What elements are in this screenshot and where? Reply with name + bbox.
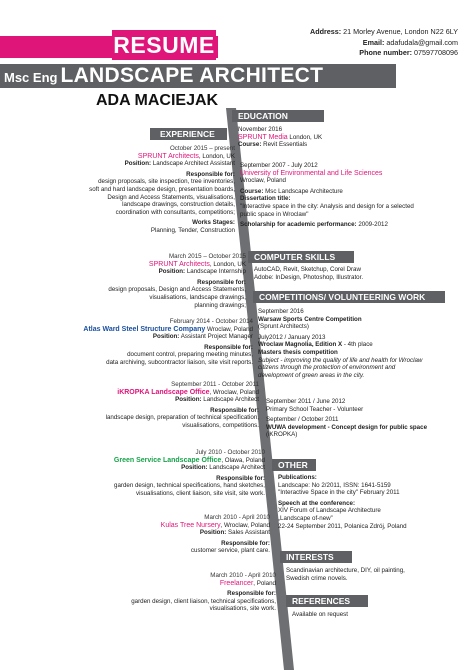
comp-subject: development of green areas in the city.	[258, 371, 365, 379]
section-experience-header: EXPERIENCE	[150, 128, 227, 140]
publications-label: Publications:	[278, 474, 317, 481]
experience-entry	[60, 449, 265, 498]
resp-line: landscape design, preparation of technical specification,	[105, 414, 259, 422]
experience-entry	[60, 381, 259, 430]
exp-date: September 2011 - October 2011	[171, 381, 259, 388]
section-other-header: OTHER	[272, 459, 316, 471]
comp-date: September 2016	[258, 308, 304, 315]
dissertation-title: "Interactive space in the city: Analysis and design for a selected	[240, 202, 414, 210]
address-label: Address:	[310, 27, 342, 36]
exp-company: Kulas Tree Nursery	[160, 521, 221, 529]
phone-label: Phone number:	[359, 48, 413, 57]
exp-place: , Olawa, Poland	[221, 456, 265, 464]
resp-line: visualisations, client liaison, site visit, site work.	[136, 489, 265, 497]
exp-company: SPRUNT Architects	[137, 152, 199, 160]
exp-place: , London, UK	[198, 152, 235, 160]
phone[interactable]: 07597708096	[414, 48, 458, 57]
interests-line: Swedish crime novels.	[286, 574, 348, 582]
comp-sub: (Sprunt Architects)	[258, 323, 309, 331]
position: Landscape Internship	[186, 268, 246, 276]
comp-thesis: Masters thesis competition	[258, 348, 338, 356]
dissertation-label: Dissertation title:	[240, 195, 291, 203]
section-education-header: EDUCATION	[232, 110, 324, 122]
other-block	[278, 474, 468, 530]
dissertation-title-cont: public space in Wroclaw"	[240, 210, 309, 218]
edu-school: SPRUNT Media	[238, 133, 288, 141]
edu-place: London, UK	[287, 133, 323, 141]
experience-entry	[60, 253, 246, 309]
comp-title: WUWA development - Concept design for public space	[266, 423, 428, 431]
stages-label: Works Stages:	[192, 219, 235, 227]
publication-line: Landscape: No 2/2011, ISSN: 1641-5159	[278, 481, 391, 489]
resp-line: data archiving, subcontractor liaison, site visit reports.	[106, 358, 253, 366]
stages: Planning, Tender, Construction	[150, 226, 235, 234]
edu-place: Wroclaw, Poland	[240, 177, 286, 185]
email-label: Email:	[362, 37, 385, 47]
candidate-name: ADA MACIEJAK	[96, 92, 219, 109]
exp-company: Atlas Ward Steel Structure Company	[83, 325, 206, 333]
exp-place: , Wroclaw, Poland	[220, 521, 270, 529]
skills-list	[254, 266, 454, 281]
resp-line: document control, preparing meeting minutes,	[127, 351, 253, 359]
exp-date: October 2015 – present	[169, 145, 235, 152]
experience-entry	[40, 318, 253, 367]
resp-line: visualisations, landscape drawings,	[149, 293, 246, 301]
exp-place: , Poland	[253, 579, 276, 587]
title-main: LANDSCAPE ARCHITECT	[60, 64, 324, 87]
resp-label: Responsible for:	[186, 170, 235, 178]
competitions-list	[258, 308, 468, 379]
education-entry	[238, 126, 468, 149]
resp-label: Responsible for:	[221, 539, 270, 547]
resp-line: design proposals, Design and Access Statements,	[108, 286, 246, 294]
address: 21 Morley Avenue, London N22 6LY	[343, 27, 458, 36]
exp-date: March 2010 - April 2010	[204, 514, 270, 521]
comp-title: Warsaw Sports Centre Competition	[258, 315, 362, 323]
experience-entry	[70, 572, 276, 613]
resp-line: customer service, plant care.	[190, 547, 270, 555]
resp-line: visualisations, site work.	[209, 605, 276, 613]
interests-block	[286, 567, 466, 582]
position-label: Position:	[175, 396, 202, 404]
comp-title: Wroclaw Magnolia, Edition X	[258, 341, 343, 349]
section-skills-header: COMPUTER SKILLS	[248, 251, 354, 263]
comp-date: September 2011 / June 2012	[266, 398, 346, 405]
exp-date: February 2014 - October 2014	[169, 318, 253, 325]
conference-label: Speech at the conference:	[278, 499, 356, 507]
resp-label: Responsible for:	[216, 474, 265, 482]
resp-label: Responsible for:	[210, 406, 259, 414]
position: Sales Assistant	[228, 529, 270, 537]
experience-entry	[70, 145, 235, 235]
resp-line: landscape drawings, construction details,	[122, 201, 235, 209]
edu-school: University of Environmental and Life Sciences	[240, 169, 383, 177]
position: Landscape Architect Assistant	[152, 160, 235, 168]
resp-line: visualisations, competitions.	[182, 421, 259, 429]
resp-line: design proposals, site inspection, tree inventories,	[98, 178, 235, 186]
comp-subject: citizens through the protection of environment and	[258, 364, 396, 372]
conference-line: 22-24 September 2011, Polanica Zdrój, Poland	[278, 522, 407, 530]
resp-line: garden design, client liaison, technical specifications,	[131, 597, 276, 605]
scholarship-label: Scholarship for academic performance:	[240, 221, 357, 229]
comp-title: Primary School Teacher - Volunteer	[266, 405, 364, 413]
position-label: Position:	[152, 333, 180, 341]
position-label: Position:	[124, 160, 152, 168]
position: Landscape Architect	[203, 396, 259, 404]
section-competitions-header: COMPETITIONS/ VOLUNTEERING WORK	[253, 291, 445, 303]
section-interests-header: INTERESTS	[280, 551, 352, 563]
exp-date: July 2010 - October 2010	[195, 449, 265, 456]
email[interactable]: adafudala@gmail.com	[386, 37, 458, 47]
conference-line: „Landscape of-new”	[278, 514, 333, 522]
exp-place: , Wroclaw, Poland	[209, 388, 259, 396]
skills-line: AutoCAD, Revit, Sketchup, Corel Draw	[254, 266, 361, 273]
position-label: Position:	[158, 268, 186, 276]
references-line: Available on request	[292, 611, 348, 618]
course-label: Course:	[240, 187, 264, 195]
competitions-list-2	[266, 398, 472, 439]
resume-label: RESUME	[113, 32, 215, 58]
skills-line: Adobe: InDesign, Photoshop, Illustrator.	[254, 273, 364, 281]
exp-company: Green Service Landscape Office	[113, 456, 222, 464]
resp-label: Responsible for:	[204, 343, 253, 351]
comp-date: September / October 2011	[266, 416, 339, 424]
exp-company: SPRUNT Architects	[148, 260, 210, 268]
course: Msc Landscape Architecture	[265, 187, 343, 195]
comp-subject: Subject - improving the quality of life and health for Wroclaw	[258, 356, 423, 364]
conference-line: XIV Forum of Landscape Architecture	[278, 507, 381, 515]
comp-sub: (iKROPKA)	[266, 431, 298, 439]
comp-date: July2012 / January 2013	[258, 333, 326, 341]
title-prefix: Msc Eng	[4, 70, 58, 85]
exp-place: Wroclaw, Poland	[205, 325, 253, 333]
exp-date: March 2010 - April 2010	[210, 572, 276, 579]
edu-date: November 2016	[238, 126, 283, 133]
resp-label: Responsible for:	[197, 278, 246, 286]
position: Landscape Architect	[209, 464, 265, 472]
position: Assistant Project Manager	[180, 333, 253, 341]
education-entry	[240, 162, 472, 229]
exp-place: , London, UK	[209, 260, 246, 268]
exp-date: March 2015 – October 2015	[168, 253, 246, 260]
course: Revit Essentials	[263, 141, 308, 149]
interests-line: Scandinavian architecture, DIY, oil painting,	[286, 567, 405, 574]
edu-date: September 2007 - July 2012	[240, 162, 318, 169]
publication-line: "Interactive Space in the city" February 2011	[278, 489, 400, 497]
position-label: Position:	[181, 464, 208, 472]
exp-company: Freelancer	[219, 579, 254, 587]
resp-line: garden design, technical specifications, hand sketches,	[114, 482, 265, 490]
resp-line: Design and Access Statements, visualisations,	[107, 193, 235, 201]
scholarship-years: 2009-2012	[358, 221, 388, 229]
resp-line: planning drawings;	[194, 301, 246, 309]
comp-place: - 4th place	[342, 341, 373, 349]
course-label: Course:	[238, 141, 262, 149]
resp-label: Responsible for:	[227, 590, 276, 598]
position-label: Position:	[199, 529, 227, 537]
resp-line: coordination with consultants, competitions;	[115, 208, 235, 216]
resp-line: soft and hard landscape design, presentation boards,	[89, 185, 235, 193]
exp-company: iKROPKA Landscape Office	[117, 388, 210, 396]
references-block	[292, 611, 452, 619]
experience-entry	[80, 514, 270, 555]
section-references-header: REFERENCES	[286, 595, 368, 607]
